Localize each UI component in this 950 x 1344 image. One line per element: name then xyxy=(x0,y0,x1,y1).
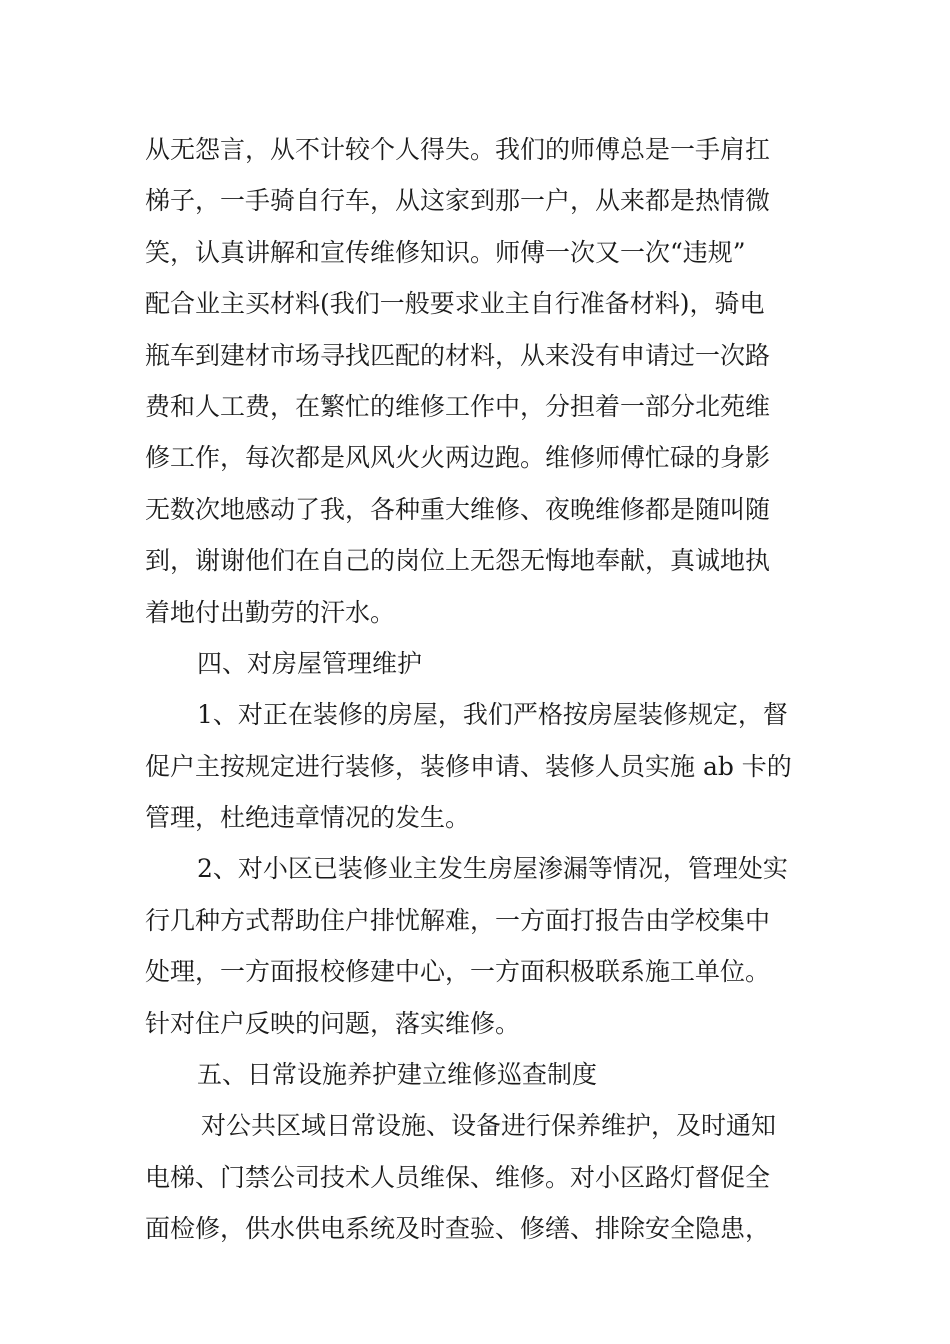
text-line: 配合业主买材料(我们一般要求业主自行准备材料)，骑电 xyxy=(145,289,765,319)
text-line: 管理，杜绝违章情况的发生。 xyxy=(145,803,471,833)
text-line: 瓶车到建材市场寻找匹配的材料，从来没有申请过一次路 xyxy=(145,340,771,370)
text-line: 面检修，供水供电系统及时查验、修缮、排除安全隐患， xyxy=(145,1214,771,1244)
text-line: 电梯、门禁公司技术人员维保、维修。对小区路灯督促全 xyxy=(145,1162,771,1192)
text-line: 到，谢谢他们在自己的岗位上无怨无悔地奉献，真诚地执 xyxy=(145,546,771,576)
text-line: 修工作，每次都是风风火火两边跑。维修师傅忙碌的身影 xyxy=(145,443,771,473)
text-line: 2、对小区已装修业主发生房屋渗漏等情况，管理处实 xyxy=(197,854,788,884)
section-heading: 五、日常设施养护建立维修巡查制度 xyxy=(197,1060,598,1090)
text-line: 从无怨言，从不计较个人得失。我们的师傅总是一手肩扛 xyxy=(145,135,771,164)
text-line: 着地付出勤劳的汗水。 xyxy=(145,597,396,627)
text-line: 梯子，一手骑自行车，从这家到那一户，从来都是热情微 xyxy=(145,186,771,216)
text-line: 处理，一方面报校修建中心，一方面积极联系施工单位。 xyxy=(145,957,771,987)
text-line: 针对住户反映的问题，落实维修。 xyxy=(145,1008,521,1038)
text-line: 促户主按规定进行装修，装修申请、装修人员实施 ab 卡的 xyxy=(145,751,792,781)
text-line: 无数次地感动了我，各种重大维修、夜晚维修都是随叫随 xyxy=(145,494,771,524)
text-line: 笑，认真讲解和宣传维修知识。师傅一次又一次“违规” xyxy=(145,237,746,267)
section-heading: 四、对房屋管理维护 xyxy=(197,648,423,678)
text-line: 1、对正在装修的房屋，我们严格按房屋装修规定，督 xyxy=(197,700,788,730)
text-line: 对公共区域日常设施、设备进行保养维护，及时通知 xyxy=(201,1111,777,1141)
document-body xyxy=(145,124,810,1255)
text-line: 费和人工费，在繁忙的维修工作中，分担着一部分北苑维 xyxy=(145,391,771,421)
text-line: 行几种方式帮助住户排忧解难，一方面打报告由学校集中 xyxy=(145,905,771,935)
